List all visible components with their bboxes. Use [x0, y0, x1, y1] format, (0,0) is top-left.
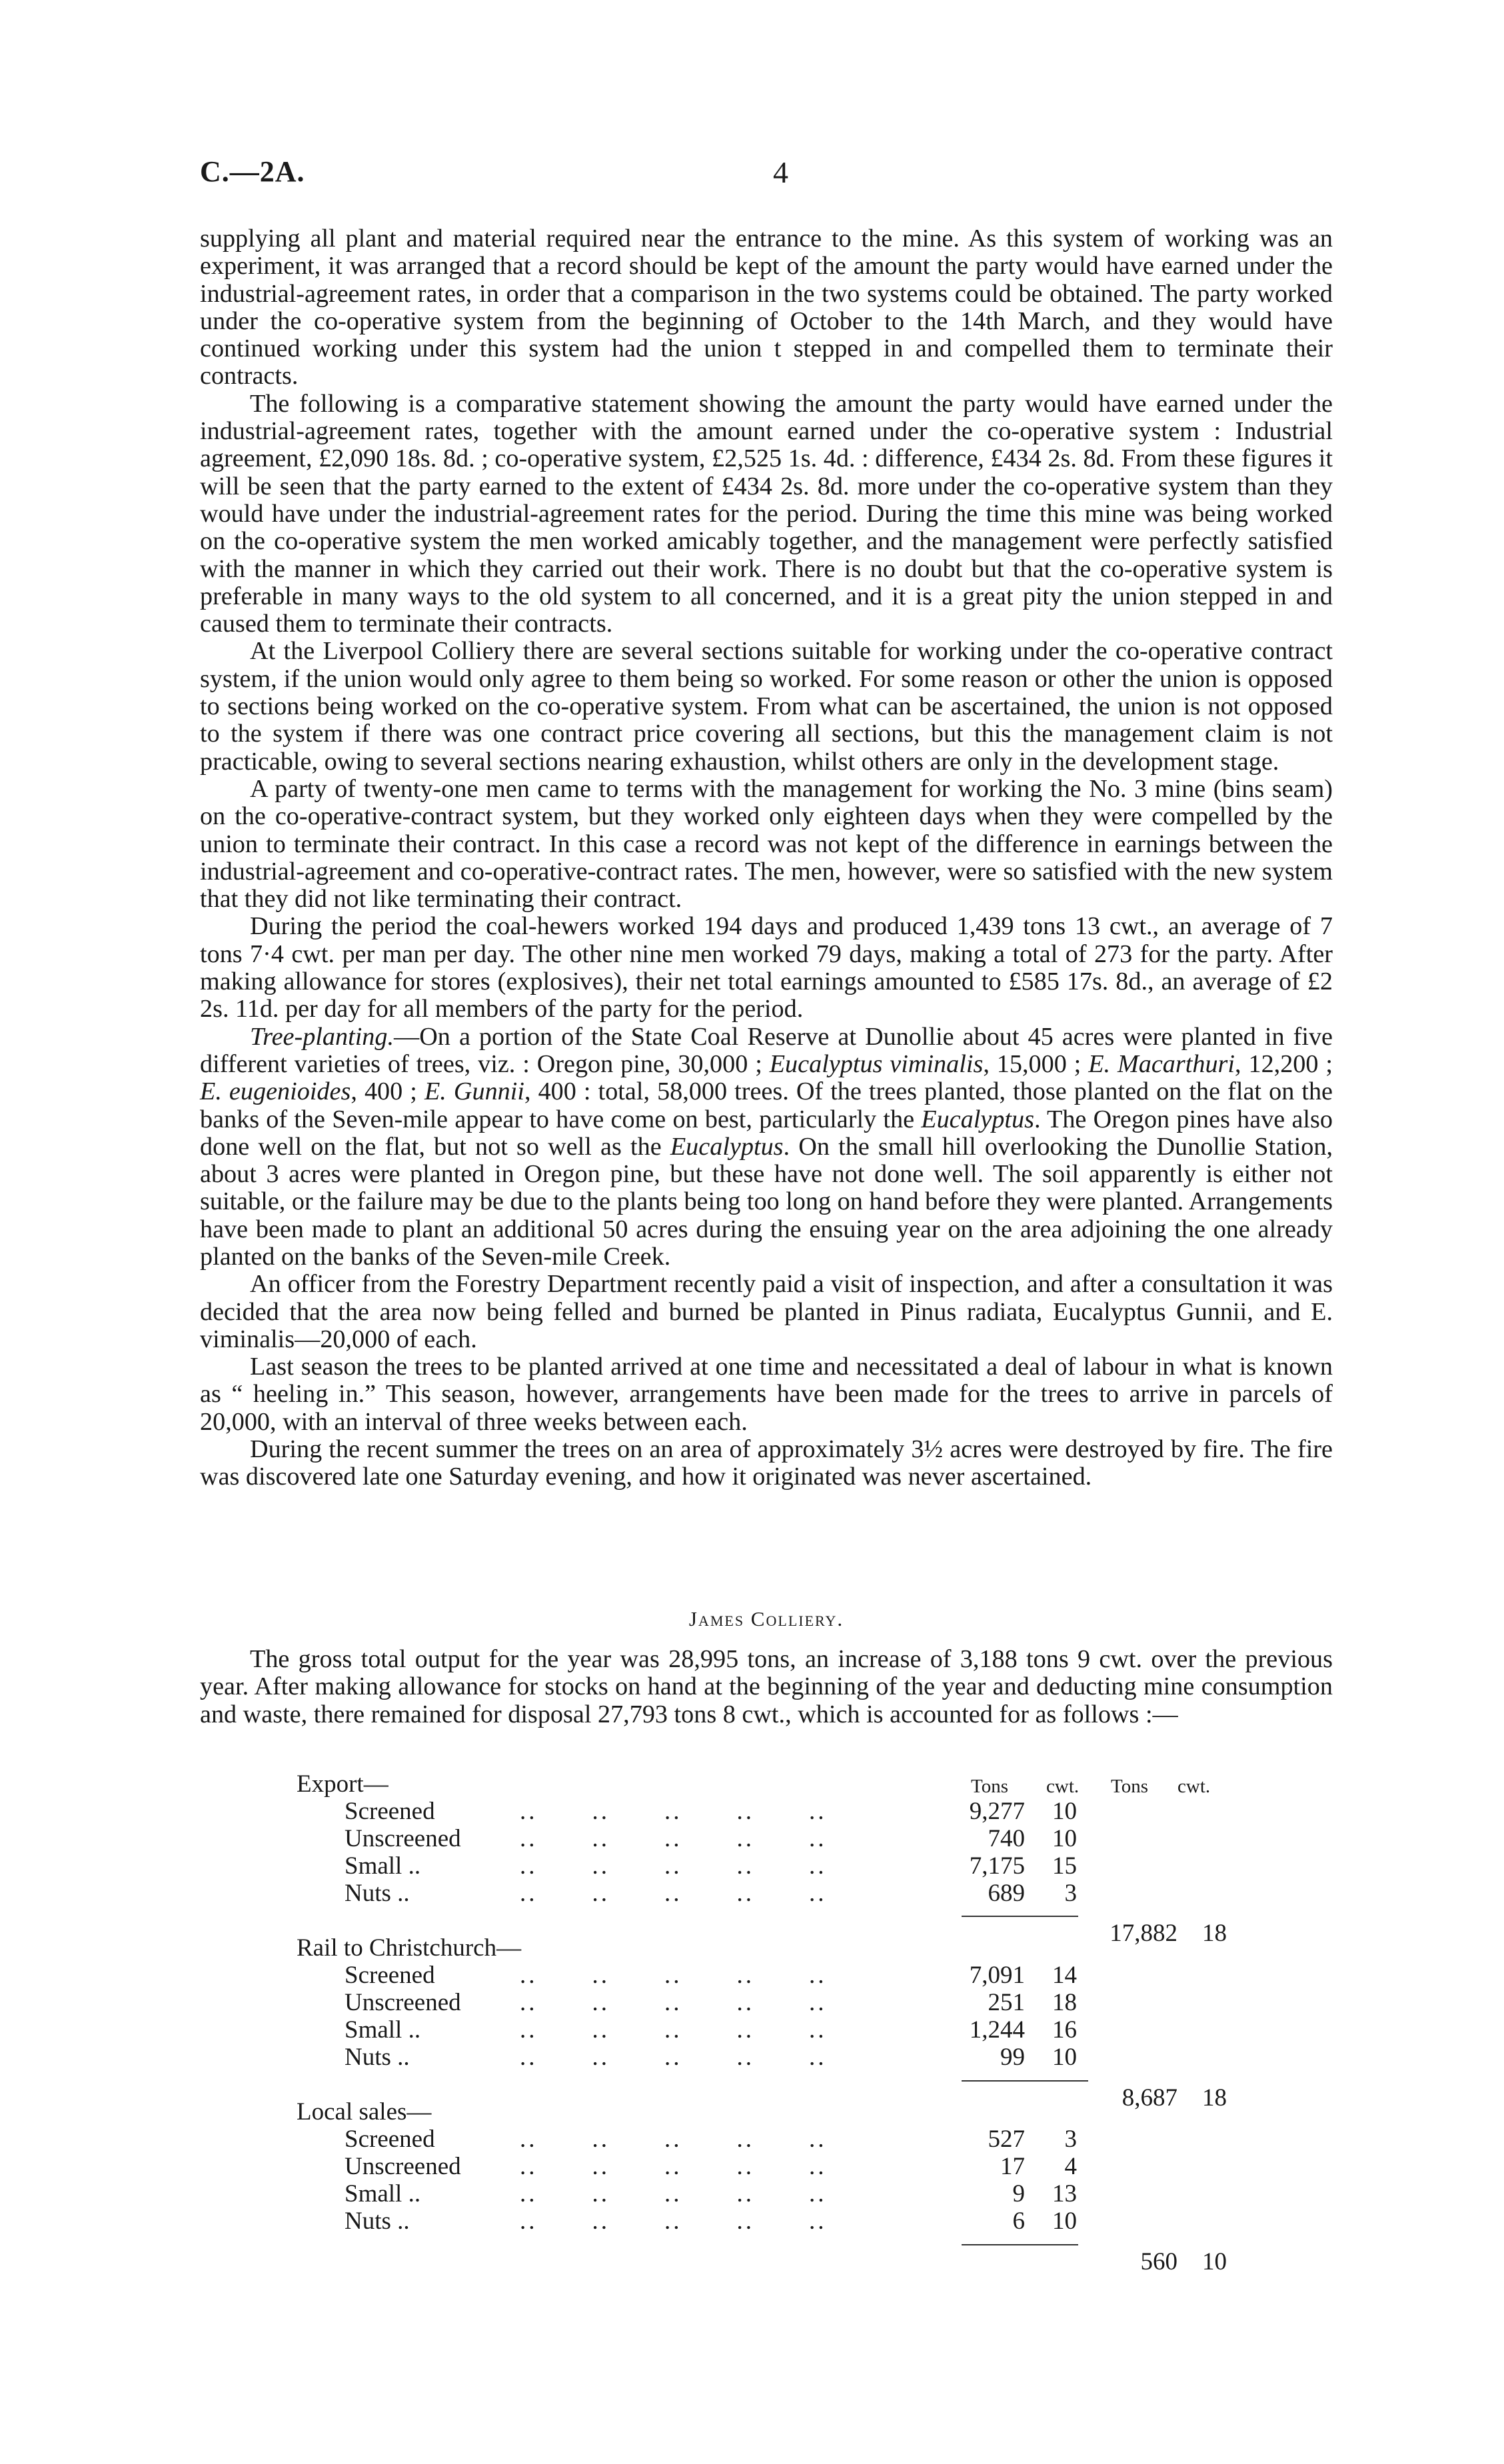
group-total-tons: 17,882 — [1110, 1920, 1177, 1947]
leader-dots: .. .. .. .. .. — [520, 2153, 827, 2180]
paragraph: The following is a comparative statement showing the amount the party would have earned under the industrial-agreement rates, together with the amount earned under the co-operative system : Industrial agreement, £2,090 18s. 8d. ; co-operative system, £2,525 1s. 4d. : difference, £434 2s. 8d. From these figures it will be seen that the party earned to the extent of £434 2s. 8d. more under the co-operative system than they would have under the industrial-agreement rates for the period. During the time this mine was being worked on the co-operative system the men worked amicably together, and the management were perfectly satisfied with the manner in which they carried out their work. There is no doubt but that the co-operative system is preferable in many ways to the old system to all concerned, and it is a great pity the union stepped in and caused them to terminate their contracts. — [200, 389, 1333, 638]
species-name: E. Gunnii — [424, 1077, 524, 1106]
paragraph: The gross total output for the year was 28,995 tons, an increase of 3,188 tons 9 cwt. over the previous year. After making allowance for stocks on hand at the beginning of the year and deducting mine consumption and waste, there remained for disposal 27,793 tons 8 cwt., which is accounted for as follows :— — [200, 1645, 1333, 1728]
text-run: , 400 ; — [351, 1077, 424, 1106]
paragraph: At the Liverpool Colliery there are several sections suitable for working under the co-operative contract system, if the union would only agree to them being so worked. For some reason or other the union is opposed to sections being worked on the co-operative system. From what can be ascertained, the union is not opposed to the system if there was one contract price covering all sections, but this the management claim is not practicable, owing to several sections nearing exhaustion, whilst others are only in the development stage. — [200, 637, 1333, 776]
tons-value: 740 — [988, 1825, 1025, 1852]
tons-value: 7,175 — [969, 1852, 1025, 1880]
species-name: E. eugenioides — [200, 1077, 351, 1106]
page-number: 4 — [773, 155, 788, 189]
row-label: Unscreened — [345, 2153, 461, 2180]
column-header: Tons — [1111, 1776, 1148, 1797]
row-label: Screened — [345, 2126, 435, 2153]
group-label: Local sales— — [297, 2098, 432, 2126]
leader-dots: .. .. .. .. .. — [520, 2207, 827, 2235]
paragraph: During the period the coal-hewers worked 194 days and produced 1,439 tons 13 cwt., an average of 7 tons 7·4 cwt. per man per day. The other nine men worked 79 days, making a total of 273 for the party. After making allowance for stores (explosives), their net total earnings amounted to £585 17s. 8d., an average of £2 2s. 11d. per day for all members of the party for the period. — [200, 912, 1333, 1023]
group-label: Export— — [297, 1770, 388, 1798]
tons-value: 17 — [1000, 2153, 1025, 2180]
row-label: Unscreened — [345, 1989, 461, 2016]
leader-dots: .. .. .. .. .. — [520, 1880, 827, 1907]
row-label: Screened — [345, 1962, 435, 1989]
tons-value: 9,277 — [969, 1798, 1025, 1825]
paragraph: Last season the trees to be planted arrived at one time and necessitated a deal of labour in what is known as “ heeling in.” This season, however, arrangements have been made for the trees to arrive in parcels of 20,000, with an interval of three weeks between each. — [200, 1353, 1333, 1436]
cwt-value: 3 — [1064, 1880, 1077, 1907]
text-run: —On a portion of the State Coal Reserve at Dunollie about 45 acres were planted in five different varieties of trees, viz. : Oregon pine, 30,000 ; — [200, 1022, 1333, 1078]
tons-value: 527 — [988, 2126, 1025, 2153]
cwt-value: 3 — [1064, 2126, 1077, 2153]
tons-value: 6 — [1012, 2207, 1025, 2235]
tons-value: 689 — [988, 1880, 1025, 1907]
group-total-cwt: 18 — [1202, 1920, 1227, 1947]
tons-value: 251 — [988, 1989, 1025, 2016]
subtotal-rule — [962, 2244, 1078, 2245]
body-text — [200, 225, 1333, 1491]
leader-dots: .. .. .. .. .. — [520, 2044, 827, 2071]
tons-value: 99 — [1000, 2044, 1025, 2071]
leader-dots: .. .. .. .. .. — [520, 1989, 827, 2016]
paragraph: An officer from the Forestry Department recently paid a visit of inspection, and after a consultation it was decided that the area now being felled and burned be planted in Pinus radiata, Eucalyptus Gunnii, and E. viminalis—20,000 of each. — [200, 1270, 1333, 1353]
cwt-value: 10 — [1052, 1798, 1077, 1825]
tons-value: 1,244 — [969, 2016, 1025, 2044]
leader-dots: .. .. .. .. .. — [520, 1852, 827, 1880]
species-name: Eucalyptus — [670, 1132, 784, 1161]
cwt-value: 10 — [1052, 2044, 1077, 2071]
cwt-value: 10 — [1052, 1825, 1077, 1852]
leader-dots: .. .. .. .. .. — [520, 1825, 827, 1852]
subtotal-rule — [962, 2080, 1088, 2082]
row-label: Unscreened — [345, 1825, 461, 1852]
tree-planting-paragraph — [200, 1023, 1333, 1271]
tons-value: 9 — [1012, 2180, 1025, 2207]
paragraph: supplying all plant and material required near the entrance to the mine. As this system of working was an experiment, it was arranged that a record should be kept of the amount the party would have earned under the industrial-agreement rates, in order that a comparison in the two systems could be obtained. The party worked under the co-operative system from the beginning of October to the 14th March, and they would have continued working under this system had the union t stepped in and compelled them to terminate their contracts. — [200, 225, 1333, 390]
paragraph: A party of twenty-one men came to terms with the management for working the No. 3 mine (bins seam) on the co-operative-contract system, but they worked only eighteen days when they were compelled by the union to terminate their contract. In this case a record was not kept of the difference in earnings between the industrial-agreement and co-operative-contract rates. The men, however, were so satisfied with the new system that they did not like terminating their contract. — [200, 774, 1333, 914]
column-header: cwt. — [1046, 1776, 1080, 1797]
row-label: Nuts .. — [345, 1880, 410, 1907]
row-label: Small .. — [345, 2180, 421, 2207]
cwt-value: 15 — [1052, 1852, 1077, 1880]
cwt-value: 4 — [1064, 2153, 1077, 2180]
group-total-cwt: 10 — [1202, 2248, 1227, 2275]
row-label: Nuts .. — [345, 2044, 410, 2071]
row-label: Small .. — [345, 1852, 421, 1880]
leader-dots: .. .. .. .. .. — [520, 2126, 827, 2153]
species-name: Eucalyptus — [921, 1105, 1034, 1133]
cwt-value: 18 — [1052, 1989, 1077, 2016]
group-total-tons: 8,687 — [1122, 2084, 1177, 2112]
text-run: . The Oregon pines have also done well on the flat, but not so well as the — [200, 1105, 1333, 1161]
cwt-value: 10 — [1052, 2207, 1077, 2235]
cwt-value: 14 — [1052, 1962, 1077, 1989]
leader-dots: .. .. .. .. .. — [520, 1962, 827, 1989]
leader-dots: .. .. .. .. .. — [520, 2180, 827, 2207]
group-label: Rail to Christchurch— — [297, 1934, 522, 1962]
column-header: cwt. — [1177, 1776, 1211, 1797]
subtotal-rule — [962, 1916, 1078, 1917]
leader-dots: .. .. .. .. .. — [520, 1798, 827, 1825]
text-run: , 12,200 ; — [1235, 1049, 1333, 1078]
text-run: , 400 : total, 58,000 trees. Of the trees planted, those planted on the flat on the banks of the Seven-mile appear to have come on best, particularly the — [200, 1077, 1333, 1133]
cwt-value: 16 — [1052, 2016, 1077, 2044]
text-run: , 15,000 ; — [983, 1049, 1089, 1078]
cwt-value: 13 — [1052, 2180, 1077, 2207]
tons-value: 7,091 — [969, 1962, 1025, 1989]
tree-planting-heading: Tree-planting. — [250, 1022, 394, 1051]
document-reference: C.—2A. — [200, 155, 305, 188]
group-total-cwt: 18 — [1202, 2084, 1227, 2112]
page-header — [200, 155, 1306, 195]
paragraph: During the recent summer the trees on an area of approximately 3½ acres were destroyed by fire. The fire was discovered late one Saturday evening, and how it originated was never ascertained. — [200, 1435, 1333, 1491]
section-heading: James Colliery. — [688, 1607, 844, 1630]
text-run: . On the small hill overlooking the Dunollie Station, about 3 acres were planted in Oregon pine, but these have not done well. The soil apparently is either not suitable, or the failure may be due to the plants being too long on hand before they were planted. Arrangements have been made to plant an additional 50 acres during the ensuing year on the area adjoining the one already planted on the banks of the Seven-mile Creek. — [200, 1132, 1333, 1271]
row-label: Small .. — [345, 2016, 421, 2044]
group-total-tons: 560 — [1140, 2248, 1177, 2275]
row-label: Nuts .. — [345, 2207, 410, 2235]
leader-dots: .. .. .. .. .. — [520, 2016, 827, 2044]
section-text — [200, 1646, 1333, 1728]
species-name: Eucalyptus viminalis — [769, 1049, 984, 1078]
species-name: E. Macarthuri — [1088, 1049, 1235, 1078]
row-label: Screened — [345, 1798, 435, 1825]
column-header: Tons — [971, 1776, 1008, 1797]
